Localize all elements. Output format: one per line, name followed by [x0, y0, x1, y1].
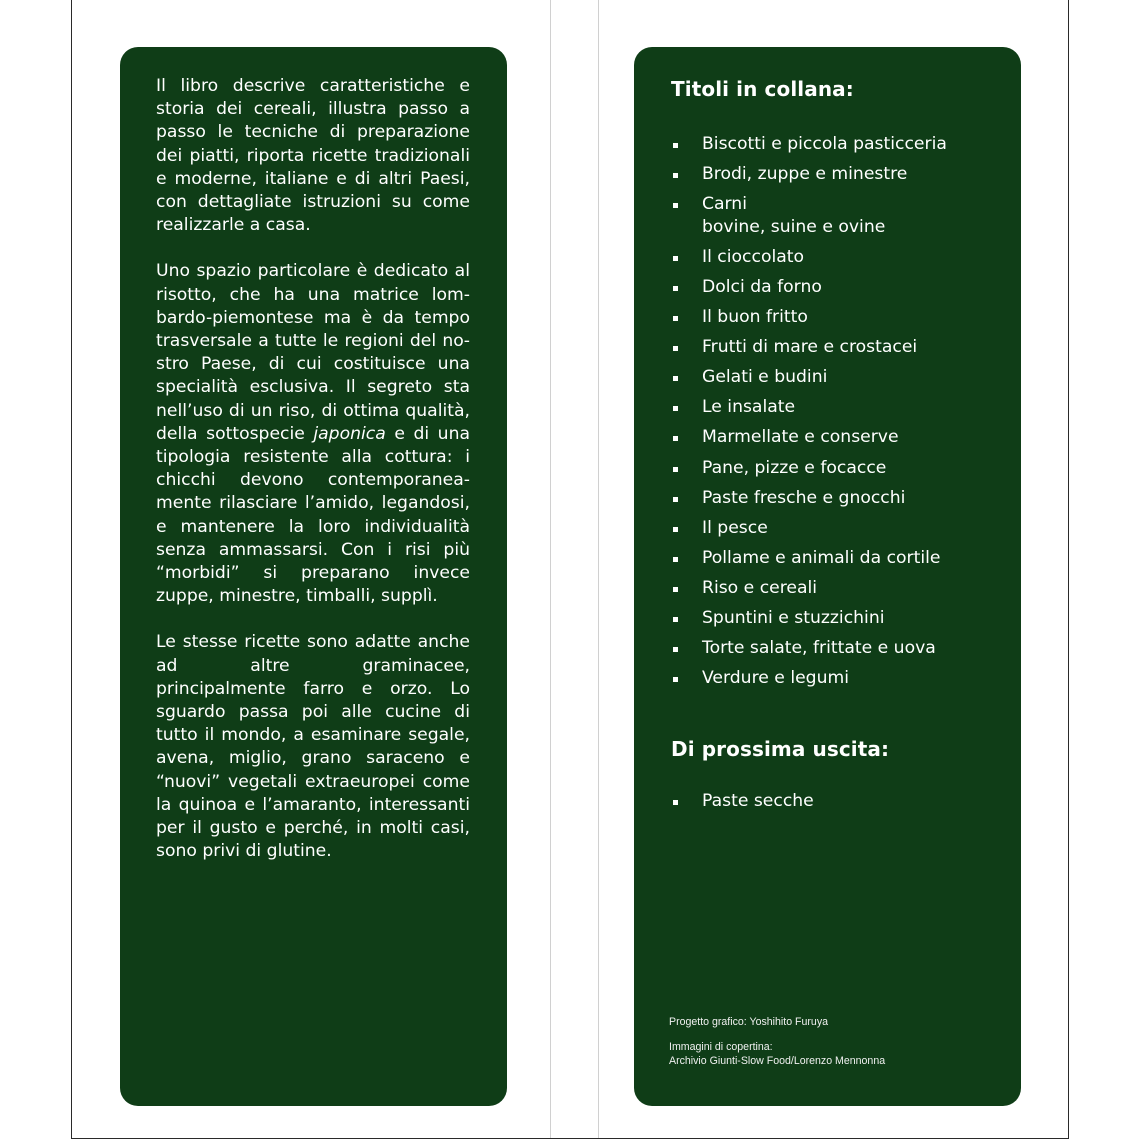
series-item-label: Torte salate, frittate e uova — [702, 638, 936, 659]
bullet-icon — [673, 143, 678, 148]
series-item — [671, 306, 1001, 329]
series-item — [671, 133, 1001, 156]
cover-credit-source: Archivio Giunti-Slow Food/Lorenzo Mennonna — [669, 1055, 886, 1067]
bullet-icon — [673, 800, 678, 805]
bullet-icon — [673, 256, 678, 261]
description-panel — [120, 47, 507, 1106]
series-item — [671, 163, 1001, 186]
series-item-label: Spuntini e stuzzichini — [702, 608, 885, 628]
series-item-label: Brodi, zuppe e minestre — [702, 164, 908, 185]
spine-line-left — [550, 0, 551, 1138]
bullet-icon — [673, 497, 678, 502]
series-item — [671, 336, 1001, 359]
series-item-label: Biscotti e piccola pasticceria — [702, 134, 947, 154]
bullet-icon — [673, 376, 678, 381]
description-paragraph-2 — [156, 260, 470, 608]
design-credit: Progetto grafico: Yoshihito Furuya — [669, 1016, 829, 1028]
species-name: japonica — [313, 423, 386, 444]
bullet-icon — [673, 173, 678, 178]
bullet-icon — [673, 617, 678, 622]
series-panel — [634, 47, 1021, 1106]
description-paragraph-1: Il libro descrive caratteristiche e storia dei cereali, illustra passo a passo le tecniche di preparazione dei piatti, riporta ricette tradizionali e moderne, italiane e di altri Paesi, con dettagliate istruzioni su come realizzarle a casa. — [156, 76, 470, 236]
series-item-label: Dolci da forno — [702, 276, 822, 297]
series-item — [671, 426, 1001, 449]
series-item-label: Pane, pizze e focacce — [702, 457, 887, 478]
upcoming-list — [671, 790, 1001, 820]
series-item — [671, 276, 1001, 299]
series-item — [671, 607, 1001, 630]
series-item — [671, 193, 1001, 238]
series-item-label: Il pesce — [702, 517, 768, 538]
bullet-icon — [673, 647, 678, 652]
bullet-icon — [673, 467, 678, 472]
upcoming-heading: Di prossima uscita: — [671, 737, 890, 761]
bullet-icon — [673, 587, 678, 592]
bullet-icon — [673, 677, 678, 682]
series-item-label: Paste fresche e gnocchi — [702, 487, 906, 508]
upcoming-item — [671, 790, 1001, 813]
series-item-label: Le insalate — [702, 397, 796, 418]
description-paragraph-2-end: e di una tipologia resistente alla cottura: i chicchi devono contemporaneamente rilasciare l’amido, legandosi, e mantenere la loro individualità senza ammassarsi. Con i risi più “morbidi” si preparano invece zuppe, minestre, timballi, supplì. — [156, 423, 470, 607]
series-item-label: Verdure e legumi — [702, 668, 849, 689]
upcoming-item-label: Paste secche — [702, 791, 814, 811]
series-item-sublabel: bovine, suine e ovine — [702, 216, 886, 237]
series-item — [671, 637, 1001, 660]
series-item-label: Frutti di mare e crostacei — [702, 337, 918, 358]
spine-line-right — [598, 0, 599, 1138]
series-item-label: Marmellate e conserve — [702, 427, 899, 448]
series-item — [671, 547, 1001, 570]
series-item — [671, 517, 1001, 540]
bullet-icon — [673, 316, 678, 321]
series-item — [671, 246, 1001, 269]
series-item — [671, 457, 1001, 480]
bullet-icon — [673, 346, 678, 351]
book-description — [156, 75, 470, 887]
description-paragraph-2-start: Uno spazio particolare è dedicato al risotto, che ha una matrice lombardo-piemontese ma è da tempo trasversale a tutte le regioni del nostro Paese, di cui costituisce una specialità esclusiva. Il segreto sta nell’uso di un riso, di ottima qualità, della sottospecie — [156, 261, 470, 444]
bullet-icon — [673, 203, 678, 208]
series-item-label: Il buon fritto — [702, 307, 808, 328]
bullet-icon — [673, 527, 678, 532]
bullet-icon — [673, 436, 678, 441]
series-item — [671, 667, 1001, 690]
cover-credit-label: Immagini di copertina: — [669, 1041, 773, 1053]
series-item — [671, 577, 1001, 600]
series-item-label: Il cioccolato — [702, 246, 805, 267]
bullet-icon — [673, 557, 678, 562]
series-item-label: Gelati e budini — [702, 367, 828, 388]
description-paragraph-3: Le stesse ricette sono adatte anche ad altre graminacee, principalmente farro e orzo. Lo sguardo passa poi alle cucine di tutto il mondo, a esaminare segale, avena, miglio, grano saraceno e “nuovi” vegetali extraeuropei come la quinoa e l’amaranto, interessanti per il gusto e perché, in molti casi, sono privi di glutine. — [156, 632, 470, 862]
bullet-icon — [673, 286, 678, 291]
series-item — [671, 396, 1001, 419]
series-list — [671, 133, 1001, 697]
series-item-label: Riso e cereali — [702, 577, 818, 598]
series-item — [671, 366, 1001, 389]
bullet-icon — [673, 406, 678, 411]
series-item — [671, 487, 1001, 510]
series-heading: Titoli in collana: — [671, 77, 854, 101]
series-item-label: Pollame e animali da cortile — [702, 547, 941, 568]
series-item-label: Carni — [702, 194, 747, 215]
